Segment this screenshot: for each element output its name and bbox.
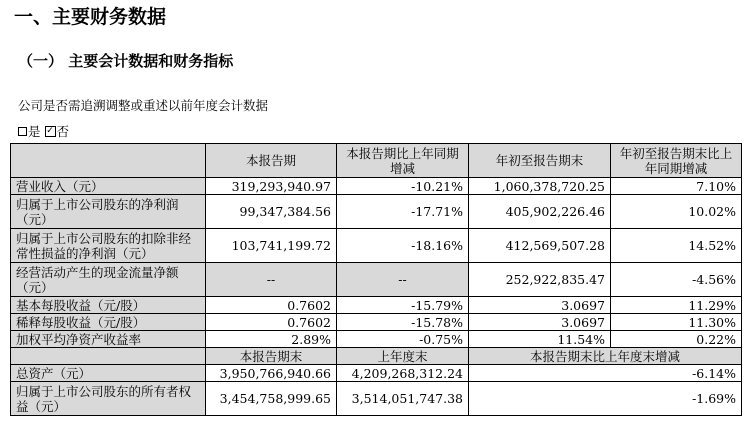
- table-row: [11, 314, 742, 331]
- cell-value: 99,347,384.56: [206, 195, 337, 229]
- cell-value: --: [337, 263, 469, 297]
- table-row: [11, 365, 742, 382]
- cell-value: --: [206, 263, 337, 297]
- row-label: 归属于上市公司股东的所有者权益（元）: [11, 382, 206, 416]
- cell-value: 3.0697: [469, 314, 611, 331]
- table2-header-row: [11, 348, 742, 365]
- table-row: [11, 382, 742, 416]
- section-heading: 一、主要财务数据: [14, 6, 167, 28]
- cell-value: -10.21%: [337, 178, 469, 195]
- cell-value: 252,922,835.47: [469, 263, 611, 297]
- cell-value: 14.52%: [611, 229, 742, 263]
- cell-value: -1.69%: [469, 382, 742, 416]
- cell-value: -18.16%: [337, 229, 469, 263]
- row-label: 总资产（元）: [11, 365, 206, 382]
- header-cell-blank: [11, 144, 206, 178]
- cell-value: 3,950,766,940.66: [206, 365, 337, 382]
- cell-value: -0.75%: [337, 331, 469, 348]
- cell-value: 0.7602: [206, 297, 337, 314]
- header-cell-period-end: 本报告期末: [206, 348, 337, 365]
- row-label: 加权平均净资产收益率: [11, 331, 206, 348]
- cell-value: -15.79%: [337, 297, 469, 314]
- table-row: [11, 263, 742, 297]
- header-cell-ytd: 年初至报告期末: [469, 144, 611, 178]
- header-cell-current-period: 本报告期: [206, 144, 337, 178]
- yes-checkbox[interactable]: [18, 127, 27, 136]
- cell-value: 4,209,268,312.24: [337, 365, 469, 382]
- cell-value: -15.78%: [337, 314, 469, 331]
- cell-value: 3.0697: [469, 297, 611, 314]
- cell-value: 405,902,226.46: [469, 195, 611, 229]
- cell-value: 7.10%: [611, 178, 742, 195]
- row-label: 稀释每股收益（元/股）: [11, 314, 206, 331]
- cell-value: 11.29%: [611, 297, 742, 314]
- table1-header-row: [11, 144, 742, 178]
- cell-value: 319,293,940.97: [206, 178, 337, 195]
- header-cell-period-end-change: 本报告期末比上年度末增减: [469, 348, 742, 365]
- table-row: [11, 229, 742, 263]
- cell-value: 2.89%: [206, 331, 337, 348]
- yes-label: 是: [28, 124, 41, 139]
- cell-value: -6.14%: [469, 365, 742, 382]
- header-cell-prior-year-end: 上年度末: [337, 348, 469, 365]
- table-row: [11, 297, 742, 314]
- row-label: 营业收入（元）: [11, 178, 206, 195]
- table-row: [11, 195, 742, 229]
- table-row: [11, 331, 742, 348]
- row-label: 归属于上市公司股东的净利润（元）: [11, 195, 206, 229]
- cell-value: 0.7602: [206, 314, 337, 331]
- cell-value: 1,060,378,720.25: [469, 178, 611, 195]
- cell-value: 3,514,051,747.38: [337, 382, 469, 416]
- financial-data-table: [10, 143, 742, 416]
- restatement-question: 公司是否需追溯调整或重述以前年度会计数据: [18, 98, 269, 113]
- no-checkbox-checked[interactable]: ✓: [46, 125, 54, 136]
- header-cell-yoy-change: 本报告期比上年同期增减: [337, 144, 469, 178]
- header-cell-blank: [11, 348, 206, 365]
- cell-value: 10.02%: [611, 195, 742, 229]
- row-label: 基本每股收益（元/股）: [11, 297, 206, 314]
- header-cell-ytd-yoy-change: 年初至报告期末比上年同期增减: [611, 144, 742, 178]
- cell-value: 0.22%: [611, 331, 742, 348]
- restatement-options: [18, 122, 69, 140]
- cell-value: 11.30%: [611, 314, 742, 331]
- no-label: 否: [56, 124, 70, 139]
- table-row: [11, 178, 742, 195]
- cell-value: -4.56%: [611, 263, 742, 297]
- cell-value: -17.71%: [337, 195, 469, 229]
- cell-value: 11.54%: [469, 331, 611, 348]
- subsection-heading: （一） 主要会计数据和财务指标: [18, 52, 234, 70]
- cell-value: 103,741,199.72: [206, 229, 337, 263]
- cell-value: 3,454,758,999.65: [206, 382, 337, 416]
- row-label: 经营活动产生的现金流量净额（元）: [11, 263, 206, 297]
- cell-value: 412,569,507.28: [469, 229, 611, 263]
- row-label: 归属于上市公司股东的扣除非经常性损益的净利润（元）: [11, 229, 206, 263]
